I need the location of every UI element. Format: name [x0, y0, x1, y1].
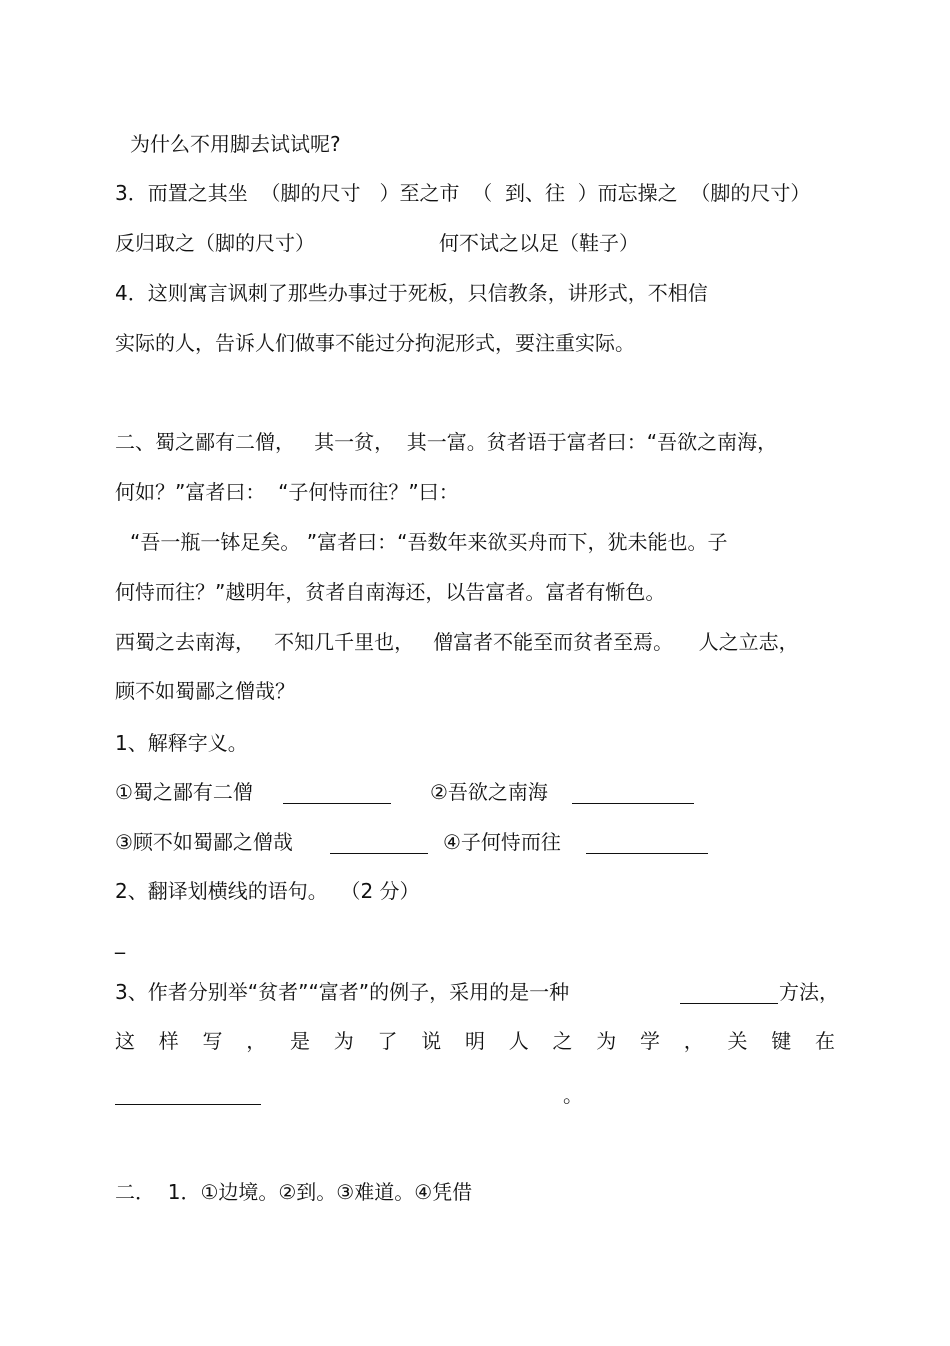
answer-mark: _: [115, 930, 125, 954]
answer-blank[interactable]: [283, 783, 391, 804]
char: 为: [333, 1029, 354, 1053]
passage-line: 何恃而往？”越明年，贫者自南海还，以告富者。富者有惭色。: [115, 580, 666, 604]
answer-blank[interactable]: [680, 983, 778, 1004]
question-1-item-b: ②吾欲之南海: [430, 780, 548, 804]
passage-line: “吾一瓶一钵足矣。 ”富者曰：“吾数年来欲买舟而下，犹未能也。子: [130, 530, 728, 554]
answer-blank[interactable]: [586, 833, 708, 854]
answer-blank[interactable]: [572, 783, 694, 804]
answer-3-line2b: 何不试之以足（鞋子）: [439, 231, 639, 255]
question-3-end: 。: [563, 1083, 583, 1107]
char: 写: [202, 1029, 223, 1053]
answer-4-line1: 4．这则寓言讽刺了那些办事过于死板，只信教条，讲形式，不相信: [115, 281, 708, 305]
char: 学: [640, 1029, 660, 1053]
char: 样: [158, 1029, 179, 1053]
answer-blank[interactable]: [330, 833, 428, 854]
char: 键: [771, 1029, 792, 1053]
answer-key: 二． 1．①边境。②到。③难道。④凭借: [115, 1180, 473, 1204]
char: 之: [552, 1029, 573, 1053]
answer-blank[interactable]: [115, 1084, 261, 1105]
question-3-method: 方法，: [779, 980, 839, 1004]
question-3-line2: [115, 1027, 835, 1055]
question-1-item-a: ①蜀之鄙有二僧: [115, 780, 253, 804]
char: 明: [465, 1029, 485, 1053]
question-1: 1、解释字义。: [115, 731, 248, 755]
char: 在: [815, 1029, 835, 1053]
char: 了: [377, 1029, 398, 1053]
answer-4-line2: 实际的人，告诉人们做事不能过分拘泥形式，要注重实际。: [115, 331, 635, 355]
char: 是: [290, 1029, 310, 1053]
char: 说: [421, 1029, 442, 1053]
text-line: 为什么不用脚去试试呢?: [130, 132, 341, 156]
char: ，: [246, 1029, 267, 1053]
passage-line: 何如？”富者曰： “子何恃而往？”曰：: [115, 480, 459, 504]
question-3-line1: 3、作者分别举“贫者”“富者”的例子，采用的是一种: [115, 980, 570, 1004]
question-2: 2、翻译划横线的语句。 （2 分）: [115, 879, 420, 903]
answer-3-line2a: 反归取之（脚的尺寸）: [115, 231, 315, 255]
passage-line: 二、蜀之鄙有二僧， 其一贫， 其一富。贫者语于富者曰：“吾欲之南海，: [115, 430, 778, 454]
char: 为: [596, 1029, 617, 1053]
answer-3-line1: 3．而置之其坐 （脚的尺寸 ）至之市 （ 到、往 ）而忘操之 （脚的尺寸）: [115, 181, 811, 205]
char: 关: [727, 1029, 748, 1053]
question-1-item-c: ③顾不如蜀鄙之僧哉: [115, 830, 293, 854]
passage-line: 顾不如蜀鄙之僧哉？: [115, 679, 295, 703]
char: 人: [508, 1029, 529, 1053]
question-1-item-d: ④子何恃而往: [443, 830, 561, 854]
char: ，: [683, 1029, 704, 1053]
passage-line: 西蜀之去南海， 不知几千里也， 僧富者不能至而贫者至焉。 人之立志，: [115, 630, 799, 654]
char: 这: [115, 1029, 135, 1053]
